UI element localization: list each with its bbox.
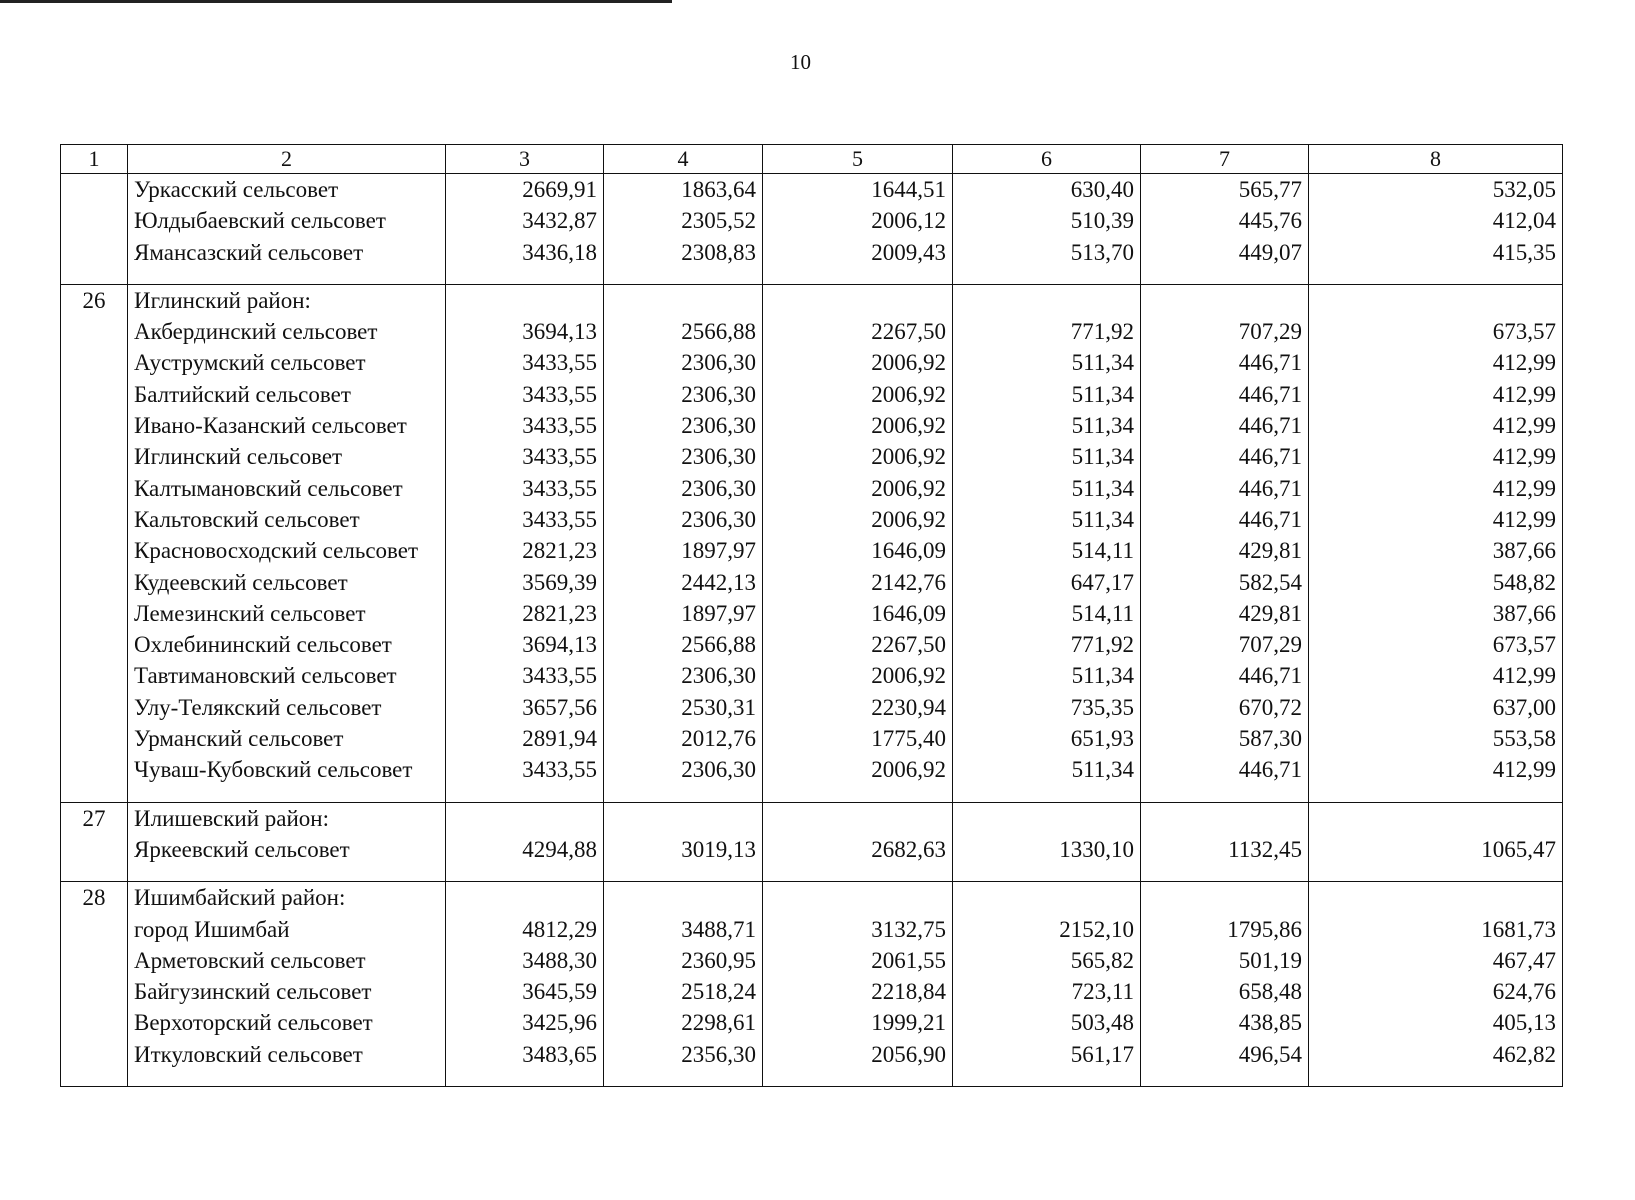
row-index: [61, 692, 128, 723]
empty-cell: [604, 284, 763, 316]
empty-cell: [763, 802, 953, 834]
value-cell-col6: 735,35: [953, 692, 1141, 723]
value-cell-col3: 2891,94: [446, 723, 604, 754]
group-index: 26: [61, 284, 128, 316]
value-cell-col5: 2006,92: [763, 441, 953, 472]
value-cell-col8: 412,99: [1309, 504, 1563, 535]
empty-cell: [953, 802, 1141, 834]
value-cell-col8: 412,99: [1309, 754, 1563, 785]
group-heading-row: [61, 802, 1563, 834]
empty-cell: [1309, 802, 1563, 834]
value-cell-col4: 2306,30: [604, 754, 763, 785]
value-cell-col6: 561,17: [953, 1039, 1141, 1070]
row-index: [61, 723, 128, 754]
value-cell-col5: 2009,43: [763, 237, 953, 268]
value-cell-col4: 1897,97: [604, 535, 763, 566]
value-cell-col6: 513,70: [953, 237, 1141, 268]
value-cell-col5: 2056,90: [763, 1039, 953, 1070]
settlement-name: Калтымановский сельсовет: [128, 473, 446, 504]
value-cell-col3: 2821,23: [446, 598, 604, 629]
group-index: 28: [61, 882, 128, 914]
spacer-cell: [128, 1070, 446, 1087]
empty-cell: [953, 284, 1141, 316]
row-index: [61, 379, 128, 410]
spacer-cell: [604, 1070, 763, 1087]
settlement-name: Лемезинский сельсовет: [128, 598, 446, 629]
value-cell-col7: 707,29: [1141, 316, 1309, 347]
value-cell-col3: 3432,87: [446, 205, 604, 236]
row-index: [61, 535, 128, 566]
empty-cell: [1309, 882, 1563, 914]
table-row: [61, 205, 1563, 236]
value-cell-col4: 2356,30: [604, 1039, 763, 1070]
spacer-cell: [953, 268, 1141, 285]
table-row: [61, 347, 1563, 378]
spacer-cell: [446, 786, 604, 803]
value-cell-col4: 1897,97: [604, 598, 763, 629]
settlement-name: Верхоторский сельсовет: [128, 1007, 446, 1038]
settlement-name: Кудеевский сельсовет: [128, 567, 446, 598]
empty-cell: [953, 882, 1141, 914]
value-cell-col8: 624,76: [1309, 976, 1563, 1007]
value-cell-col6: 565,82: [953, 945, 1141, 976]
spacer-cell: [61, 865, 128, 882]
table-row: [61, 410, 1563, 441]
spacer-cell: [128, 268, 446, 285]
row-index: [61, 598, 128, 629]
spacer-cell: [1141, 1070, 1309, 1087]
row-index: [61, 441, 128, 472]
value-cell-col4: 3488,71: [604, 914, 763, 945]
table-row: [61, 692, 1563, 723]
value-cell-col7: 446,71: [1141, 473, 1309, 504]
value-cell-col3: 3657,56: [446, 692, 604, 723]
value-cell-col3: 3433,55: [446, 504, 604, 535]
spacer-cell: [1309, 268, 1563, 285]
empty-cell: [446, 882, 604, 914]
value-cell-col4: 2442,13: [604, 567, 763, 598]
settlement-name: Тавтимановский сельсовет: [128, 660, 446, 691]
value-cell-col4: 2306,30: [604, 504, 763, 535]
value-cell-col8: 412,99: [1309, 410, 1563, 441]
data-table: [60, 144, 1563, 1087]
column-header: 7: [1141, 145, 1309, 174]
spacer-cell: [953, 1070, 1141, 1087]
settlement-name: Ивано-Казанский сельсовет: [128, 410, 446, 441]
value-cell-col5: 1775,40: [763, 723, 953, 754]
settlement-name: Балтийский сельсовет: [128, 379, 446, 410]
value-cell-col8: 637,00: [1309, 692, 1563, 723]
value-cell-col6: 771,92: [953, 629, 1141, 660]
spacer-cell: [1141, 268, 1309, 285]
value-cell-col5: 2006,92: [763, 504, 953, 535]
settlement-name: Кальтовский сельсовет: [128, 504, 446, 535]
page-number: 10: [790, 50, 811, 74]
value-cell-col4: 2306,30: [604, 347, 763, 378]
value-cell-col6: 630,40: [953, 174, 1141, 206]
table-row: [61, 914, 1563, 945]
value-cell-col7: 429,81: [1141, 598, 1309, 629]
value-cell-col6: 651,93: [953, 723, 1141, 754]
value-cell-col7: 446,71: [1141, 660, 1309, 691]
group-spacer-row: [61, 268, 1563, 285]
row-index: [61, 567, 128, 598]
value-cell-col8: 532,05: [1309, 174, 1563, 206]
value-cell-col5: 2230,94: [763, 692, 953, 723]
value-cell-col7: 658,48: [1141, 976, 1309, 1007]
group-heading: Иглинский район:: [128, 284, 446, 316]
value-cell-col8: 387,66: [1309, 535, 1563, 566]
row-index: [61, 754, 128, 785]
table-row: [61, 723, 1563, 754]
row-index: [61, 976, 128, 1007]
spacer-cell: [1141, 786, 1309, 803]
value-cell-col6: 511,34: [953, 441, 1141, 472]
value-cell-col3: 3433,55: [446, 379, 604, 410]
value-cell-col3: 2669,91: [446, 174, 604, 206]
value-cell-col5: 2006,92: [763, 410, 953, 441]
spacer-cell: [604, 865, 763, 882]
value-cell-col3: 3694,13: [446, 629, 604, 660]
value-cell-col3: 3483,65: [446, 1039, 604, 1070]
value-cell-col5: 2061,55: [763, 945, 953, 976]
spacer-cell: [953, 865, 1141, 882]
column-header: 2: [128, 145, 446, 174]
value-cell-col3: 3436,18: [446, 237, 604, 268]
value-cell-col6: 511,34: [953, 410, 1141, 441]
value-cell-col7: 446,71: [1141, 504, 1309, 535]
settlement-name: Улу-Телякский сельсовет: [128, 692, 446, 723]
value-cell-col3: 3433,55: [446, 441, 604, 472]
value-cell-col7: 1132,45: [1141, 834, 1309, 865]
value-cell-col6: 503,48: [953, 1007, 1141, 1038]
value-cell-col5: 1646,09: [763, 535, 953, 566]
empty-cell: [446, 284, 604, 316]
value-cell-col6: 511,34: [953, 347, 1141, 378]
value-cell-col5: 2006,92: [763, 379, 953, 410]
value-cell-col5: 1646,09: [763, 598, 953, 629]
table-row: [61, 237, 1563, 268]
value-cell-col6: 510,39: [953, 205, 1141, 236]
spacer-cell: [128, 786, 446, 803]
value-cell-col6: 511,34: [953, 473, 1141, 504]
value-cell-col7: 446,71: [1141, 410, 1309, 441]
group-heading-row: [61, 882, 1563, 914]
value-cell-col8: 673,57: [1309, 316, 1563, 347]
empty-cell: [763, 284, 953, 316]
settlement-name: Яркеевский сельсовет: [128, 834, 446, 865]
row-index: [61, 237, 128, 268]
value-cell-col3: 3694,13: [446, 316, 604, 347]
value-cell-col5: 2682,63: [763, 834, 953, 865]
value-cell-col5: 1999,21: [763, 1007, 953, 1038]
row-index: [61, 347, 128, 378]
spacer-cell: [763, 786, 953, 803]
value-cell-col7: 496,54: [1141, 1039, 1309, 1070]
value-cell-col4: 2566,88: [604, 316, 763, 347]
settlement-name: Ямансазский сельсовет: [128, 237, 446, 268]
value-cell-col4: 2305,52: [604, 205, 763, 236]
value-cell-col6: 514,11: [953, 535, 1141, 566]
value-cell-col3: 3433,55: [446, 660, 604, 691]
row-index: [61, 660, 128, 691]
value-cell-col5: 2267,50: [763, 629, 953, 660]
spacer-cell: [61, 268, 128, 285]
value-cell-col5: 2142,76: [763, 567, 953, 598]
spacer-cell: [604, 786, 763, 803]
value-cell-col8: 548,82: [1309, 567, 1563, 598]
value-cell-col5: 2006,92: [763, 347, 953, 378]
row-index: [61, 914, 128, 945]
table-row: [61, 1007, 1563, 1038]
value-cell-col7: 449,07: [1141, 237, 1309, 268]
spacer-cell: [763, 268, 953, 285]
value-cell-col7: 446,71: [1141, 754, 1309, 785]
group-index: 27: [61, 802, 128, 834]
table-row: [61, 504, 1563, 535]
value-cell-col4: 2306,30: [604, 441, 763, 472]
value-cell-col3: 3425,96: [446, 1007, 604, 1038]
value-cell-col5: 2006,92: [763, 754, 953, 785]
value-cell-col8: 553,58: [1309, 723, 1563, 754]
column-header: 6: [953, 145, 1141, 174]
spacer-cell: [1141, 865, 1309, 882]
value-cell-col4: 2306,30: [604, 473, 763, 504]
group-heading: Ишимбайский район:: [128, 882, 446, 914]
spacer-cell: [61, 1070, 128, 1087]
value-cell-col3: 3433,55: [446, 473, 604, 504]
value-cell-col4: 2306,30: [604, 660, 763, 691]
value-cell-col8: 412,99: [1309, 473, 1563, 504]
settlement-name: Байгузинский сельсовет: [128, 976, 446, 1007]
column-header: 1: [61, 145, 128, 174]
value-cell-col7: 587,30: [1141, 723, 1309, 754]
settlement-name: Чуваш-Кубовский сельсовет: [128, 754, 446, 785]
table-row: [61, 598, 1563, 629]
spacer-cell: [763, 1070, 953, 1087]
settlement-name: Ауструмский сельсовет: [128, 347, 446, 378]
value-cell-col6: 1330,10: [953, 834, 1141, 865]
settlement-name: Иткуловский сельсовет: [128, 1039, 446, 1070]
value-cell-col4: 2306,30: [604, 410, 763, 441]
spacer-cell: [1309, 865, 1563, 882]
value-cell-col5: 2006,92: [763, 660, 953, 691]
settlement-name: Красновосходский сельсовет: [128, 535, 446, 566]
value-cell-col3: 3645,59: [446, 976, 604, 1007]
value-cell-col5: 2006,92: [763, 473, 953, 504]
table-row: [61, 441, 1563, 472]
value-cell-col3: 2821,23: [446, 535, 604, 566]
settlement-name: Иглинский сельсовет: [128, 441, 446, 472]
value-cell-col7: 446,71: [1141, 379, 1309, 410]
group-spacer-row: [61, 786, 1563, 803]
row-index: [61, 410, 128, 441]
value-cell-col6: 771,92: [953, 316, 1141, 347]
empty-cell: [763, 882, 953, 914]
table-header-row: [61, 145, 1563, 174]
value-cell-col8: 412,04: [1309, 205, 1563, 236]
value-cell-col8: 412,99: [1309, 660, 1563, 691]
value-cell-col8: 673,57: [1309, 629, 1563, 660]
value-cell-col3: 3488,30: [446, 945, 604, 976]
value-cell-col7: 445,76: [1141, 205, 1309, 236]
value-cell-col7: 438,85: [1141, 1007, 1309, 1038]
value-cell-col5: 3132,75: [763, 914, 953, 945]
value-cell-col3: 3569,39: [446, 567, 604, 598]
value-cell-col4: 2360,95: [604, 945, 763, 976]
settlement-name: Охлебининский сельсовет: [128, 629, 446, 660]
value-cell-col8: 405,13: [1309, 1007, 1563, 1038]
table-row: [61, 473, 1563, 504]
value-cell-col6: 723,11: [953, 976, 1141, 1007]
table-row: [61, 754, 1563, 785]
table-row: [61, 1039, 1563, 1070]
row-index: [61, 1039, 128, 1070]
spacer-cell: [128, 865, 446, 882]
table-row: [61, 660, 1563, 691]
table-row: [61, 945, 1563, 976]
column-header: 3: [446, 145, 604, 174]
settlement-name: город Ишимбай: [128, 914, 446, 945]
value-cell-col7: 1795,86: [1141, 914, 1309, 945]
row-index: [61, 316, 128, 347]
value-cell-col8: 462,82: [1309, 1039, 1563, 1070]
spacer-cell: [446, 268, 604, 285]
value-cell-col6: 511,34: [953, 660, 1141, 691]
value-cell-col5: 2006,12: [763, 205, 953, 236]
value-cell-col3: 3433,55: [446, 347, 604, 378]
value-cell-col7: 565,77: [1141, 174, 1309, 206]
value-cell-col7: 582,54: [1141, 567, 1309, 598]
value-cell-col4: 2012,76: [604, 723, 763, 754]
row-index: [61, 205, 128, 236]
table-row: [61, 379, 1563, 410]
value-cell-col6: 511,34: [953, 754, 1141, 785]
value-cell-col6: 2152,10: [953, 914, 1141, 945]
row-index: [61, 473, 128, 504]
value-cell-col6: 647,17: [953, 567, 1141, 598]
value-cell-col7: 707,29: [1141, 629, 1309, 660]
value-cell-col4: 2530,31: [604, 692, 763, 723]
column-header: 4: [604, 145, 763, 174]
value-cell-col6: 511,34: [953, 504, 1141, 535]
table-row: [61, 316, 1563, 347]
value-cell-col4: 2566,88: [604, 629, 763, 660]
column-header: 5: [763, 145, 953, 174]
settlement-name: Арметовский сельсовет: [128, 945, 446, 976]
row-index: [61, 1007, 128, 1038]
value-cell-col6: 514,11: [953, 598, 1141, 629]
spacer-cell: [1309, 786, 1563, 803]
row-index: [61, 629, 128, 660]
row-index: [61, 174, 128, 206]
group-spacer-row: [61, 865, 1563, 882]
value-cell-col5: 1644,51: [763, 174, 953, 206]
value-cell-col4: 2306,30: [604, 379, 763, 410]
table-row: [61, 567, 1563, 598]
empty-cell: [604, 882, 763, 914]
group-heading-row: [61, 284, 1563, 316]
value-cell-col8: 415,35: [1309, 237, 1563, 268]
empty-cell: [1141, 882, 1309, 914]
spacer-cell: [1309, 1070, 1563, 1087]
column-header: 8: [1309, 145, 1563, 174]
table-row: [61, 976, 1563, 1007]
value-cell-col8: 412,99: [1309, 441, 1563, 472]
value-cell-col7: 670,72: [1141, 692, 1309, 723]
value-cell-col4: 2308,83: [604, 237, 763, 268]
settlement-name: Юлдыбаевский сельсовет: [128, 205, 446, 236]
value-cell-col4: 3019,13: [604, 834, 763, 865]
group-heading: Илишевский район:: [128, 802, 446, 834]
table-row: [61, 834, 1563, 865]
value-cell-col7: 446,71: [1141, 347, 1309, 378]
value-cell-col8: 1681,73: [1309, 914, 1563, 945]
settlement-name: Урманский сельсовет: [128, 723, 446, 754]
group-spacer-row: [61, 1070, 1563, 1087]
empty-cell: [1141, 284, 1309, 316]
value-cell-col3: 4812,29: [446, 914, 604, 945]
settlement-name: Уркасский сельсовет: [128, 174, 446, 206]
row-index: [61, 834, 128, 865]
value-cell-col8: 387,66: [1309, 598, 1563, 629]
value-cell-col3: 3433,55: [446, 410, 604, 441]
value-cell-col3: 4294,88: [446, 834, 604, 865]
spacer-cell: [446, 1070, 604, 1087]
value-cell-col3: 3433,55: [446, 754, 604, 785]
spacer-cell: [953, 786, 1141, 803]
empty-cell: [604, 802, 763, 834]
value-cell-col4: 2298,61: [604, 1007, 763, 1038]
spacer-cell: [446, 865, 604, 882]
table-row: [61, 174, 1563, 206]
settlement-name: Акбердинский сельсовет: [128, 316, 446, 347]
value-cell-col7: 501,19: [1141, 945, 1309, 976]
table-row: [61, 535, 1563, 566]
empty-cell: [1309, 284, 1563, 316]
value-cell-col7: 429,81: [1141, 535, 1309, 566]
value-cell-col5: 2267,50: [763, 316, 953, 347]
value-cell-col8: 412,99: [1309, 347, 1563, 378]
value-cell-col8: 467,47: [1309, 945, 1563, 976]
row-index: [61, 504, 128, 535]
row-index: [61, 945, 128, 976]
value-cell-col4: 1863,64: [604, 174, 763, 206]
value-cell-col7: 446,71: [1141, 441, 1309, 472]
empty-cell: [1141, 802, 1309, 834]
table-row: [61, 629, 1563, 660]
spacer-cell: [61, 786, 128, 803]
value-cell-col4: 2518,24: [604, 976, 763, 1007]
value-cell-col5: 2218,84: [763, 976, 953, 1007]
value-cell-col8: 412,99: [1309, 379, 1563, 410]
spacer-cell: [763, 865, 953, 882]
spacer-cell: [604, 268, 763, 285]
empty-cell: [446, 802, 604, 834]
top-rule: [0, 0, 672, 3]
value-cell-col8: 1065,47: [1309, 834, 1563, 865]
value-cell-col6: 511,34: [953, 379, 1141, 410]
